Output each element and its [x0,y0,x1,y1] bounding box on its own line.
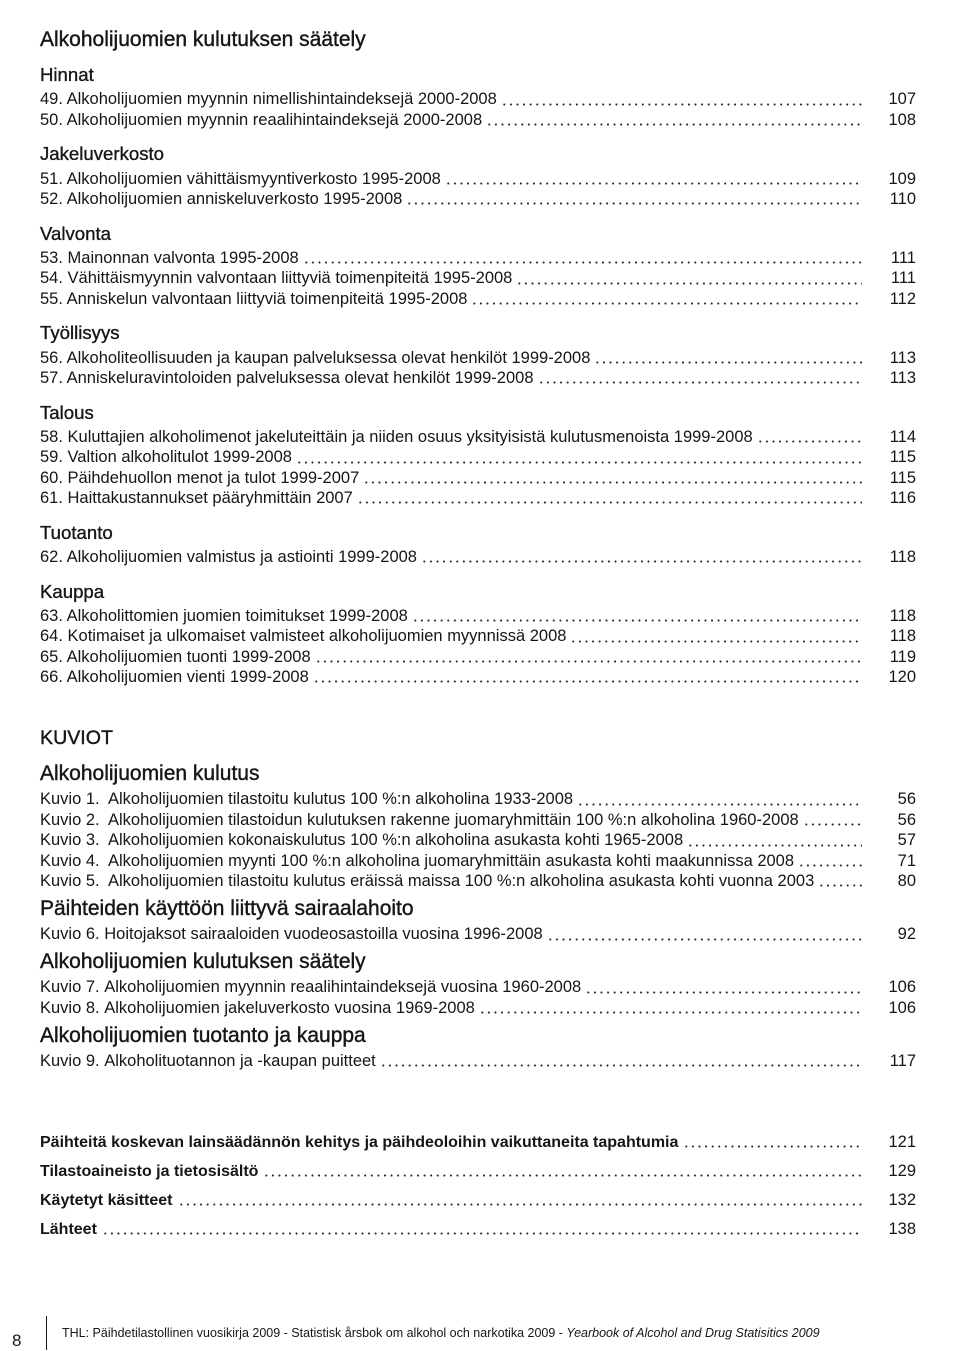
page-number: 118 [889,547,916,566]
figure-entry [40,851,916,871]
toc-entry [40,248,916,268]
footer-text: THL: Päihdetilastollinen vuosikirja 2009 - Statistisk årsbok om alkohol och narkotika 2009 - [62,1326,567,1340]
appendix-entry [40,1186,916,1215]
dot-leader [263,1157,862,1186]
toc-section-valvonta [40,224,916,309]
figure-group-sairaalahoito [40,898,916,945]
section-heading: Talous [40,401,94,423]
toc-chapter-title: Alkoholijuomien kulutuksen säätely [40,28,366,51]
figure-entry [40,810,916,830]
entry-title: 56. Alkoholiteollisuuden ja kaupan palveluksessa olevat henkilöt 1999-2008 [40,348,591,367]
dot-leader [406,189,862,209]
page-number: 71 [897,851,916,870]
toc-section-hinnat [40,65,916,130]
figure-entry [40,830,916,850]
page-number: 110 [889,190,916,209]
toc-entry [40,667,916,687]
dot-leader [570,626,862,646]
dot-leader [486,110,862,130]
page-number: 56 [897,810,916,829]
entry-title: 65. Alkoholijuomien tuonti 1999-2008 [40,647,311,666]
figure-group-kulutus [40,763,916,891]
figure-group-heading: Päihteiden käyttöön liittyvä sairaalahoito [40,896,414,920]
toc-entry [40,468,916,488]
toc-page [40,28,916,1244]
footer-divider [46,1316,47,1350]
toc-entry [40,110,916,130]
figure-entry [40,924,916,944]
appendix-title: Käytetyt käsitteet [40,1191,173,1209]
entry-title: 63. Alkoholittomien juomien toimitukset 1999-2008 [40,606,408,625]
appendix-title: Tilastoaineisto ja tietosisältö [40,1162,259,1180]
toc-entry [40,289,916,309]
figure-title: Alkoholijuomien tilastoidun kulutuksen rakenne juomaryhmittäin 100 %:n alkoholina 1960-2008 [108,810,799,829]
page-number: 80 [897,872,916,890]
page-number: 119 [889,647,916,666]
figure-title: Alkoholijuomien tilastoitu kulutus eräissä maissa 100 %:n alkoholina asukasta kohti vuonna 2003 [108,872,815,890]
page-number: 121 [888,1132,916,1151]
entry-title: 53. Mainonnan valvonta 1995-2008 [40,249,299,268]
page-number: 115 [889,468,916,487]
toc-entry [40,368,916,388]
toc-entry [40,268,916,288]
dot-leader [296,447,862,467]
figures-title: KUVIOT [40,727,113,750]
page-number: 107 [888,90,916,109]
figure-title: Hoitojaksot sairaaloiden vuodeosastoilla vuosina 1996-2008 [104,925,543,944]
figure-label: Kuvio 1. [40,790,100,809]
appendix-list [40,1128,916,1244]
figure-entry [40,977,916,997]
toc-section-kauppa [40,582,916,688]
dot-leader [757,427,862,447]
dot-leader [501,89,862,109]
figure-label: Kuvio 3. [40,831,100,850]
figure-title: Alkoholituotannon ja -kaupan puitteet [104,1051,376,1070]
page-number: 111 [890,269,916,288]
entry-title: 62. Alkoholijuomien valmistus ja astiointi 1999-2008 [40,547,417,566]
toc-entry [40,189,916,209]
figure-group-heading: Alkoholijuomien kulutus [40,762,260,786]
toc-section-tyollisyys [40,323,916,388]
toc-entry [40,348,916,368]
entry-title: 51. Alkoholijuomien vähittäismyyntiverkosto 1995-2008 [40,169,441,188]
entry-title: 50. Alkoholijuomien myynnin reaalihintaindeksejä 2000-2008 [40,110,483,129]
dot-leader [421,547,862,567]
section-heading: Valvonta [40,222,111,244]
entry-title: 49. Alkoholijuomien myynnin nimellishintaindeksejä 2000-2008 [40,90,497,109]
page-number: 111 [890,249,916,268]
page-number: 129 [888,1161,916,1180]
dot-leader [687,830,862,850]
dot-leader [412,606,862,626]
page-number: 116 [889,488,916,507]
appendix-entry [40,1157,916,1186]
figure-group-saately [40,951,916,1018]
figure-entry [40,789,916,809]
dot-leader [798,851,862,871]
dot-leader [803,810,862,830]
dot-leader [577,789,862,809]
toc-section-tuotanto [40,523,916,568]
dot-leader [315,647,862,667]
appendix-entry [40,1215,916,1244]
entry-title: 60. Päihdehuollon menot ja tulot 1999-2007 [40,468,360,487]
figure-entry [40,998,916,1018]
toc-entry [40,547,916,567]
footer-page-number: 8 [12,1331,22,1350]
page-number: 118 [889,606,916,625]
figure-label: Kuvio 2. [40,810,100,829]
toc-entry [40,488,916,508]
dot-leader [445,169,862,189]
toc-entry [40,447,916,467]
appendix-title: Päihteitä koskevan lainsäädännön kehitys ja päihdeoloihin vaikuttaneita tapahtumia [40,1133,679,1151]
page-number: 108 [888,110,916,129]
page-number: 113 [889,368,916,387]
page-number: 106 [888,998,916,1017]
figure-label: Kuvio 5. [40,872,100,890]
page-number: 109 [888,169,916,188]
dot-leader [380,1051,862,1071]
page-number: 132 [888,1190,916,1209]
figure-title: Alkoholijuomien tilastoitu kulutus 100 %:n alkoholina 1933-2008 [108,790,574,809]
figure-title: Alkoholijuomien myynti 100 %:n alkoholina juomaryhmittäin asukasta kohti maakunnissa 2008 [108,851,795,870]
entry-title: 66. Alkoholijuomien vienti 1999-2008 [40,667,309,686]
dot-leader [516,268,862,288]
page-number: 120 [888,667,916,686]
dot-leader [538,368,862,388]
page-number: 92 [897,925,916,944]
figure-entry [40,871,916,891]
toc-section-jakeluverkosto [40,144,916,209]
figure-label: Kuvio 9. [40,1051,100,1070]
page-number: 115 [889,448,916,467]
appendix-title: Lähteet [40,1220,97,1238]
dot-leader [547,924,862,944]
toc-entry [40,626,916,646]
dot-leader [585,977,862,997]
footer-text-italic: Yearbook of Alcohol and Drug Statisitics 2009 [566,1326,820,1340]
dot-leader [363,468,862,488]
page-number: 117 [889,1051,916,1070]
figure-title: Alkoholijuomien myynnin reaalihintaindeksejä vuosina 1960-2008 [104,978,582,997]
entry-title: 52. Alkoholijuomien anniskeluverkosto 1995-2008 [40,190,403,209]
figure-title: Alkoholijuomien kokonaiskulutus 100 %:n alkoholina asukasta kohti 1965-2008 [108,831,684,850]
toc-entry [40,606,916,626]
entry-title: 58. Kuluttajien alkoholimenot jakeluteittäin ja niiden osuus yksityisistä kulutusmenoista 1999-2008 [40,428,753,446]
toc-section-talous [40,403,916,509]
dot-leader [683,1128,862,1157]
dot-leader [594,348,862,368]
footer-publication [62,1325,820,1341]
figure-label: Kuvio 7. [40,978,100,997]
entry-title: 55. Anniskelun valvontaan liittyviä toimenpiteitä 1995-2008 [40,289,468,308]
figure-group-tuotanto-kauppa [40,1025,916,1072]
dot-leader [313,667,862,687]
toc-entry [40,89,916,109]
section-heading: Tuotanto [40,521,113,543]
page-number: 138 [888,1219,916,1238]
dot-leader [178,1186,863,1215]
figure-label: Kuvio 4. [40,851,100,870]
dot-leader [818,871,862,891]
section-heading: Työllisyys [40,322,120,344]
page-number: 113 [889,348,916,367]
dot-leader [479,998,862,1018]
figure-group-heading: Alkoholijuomien tuotanto ja kauppa [40,1023,366,1047]
page-number: 114 [889,428,916,446]
appendix-entry [40,1128,916,1157]
figure-group-heading: Alkoholijuomien kulutuksen säätely [40,950,366,974]
entry-title: 61. Haittakustannukset pääryhmittäin 2007 [40,488,353,507]
entry-title: 59. Valtion alkoholitulot 1999-2008 [40,448,292,467]
figure-entry [40,1051,916,1071]
dot-leader [471,289,862,309]
figure-label: Kuvio 6. [40,925,100,944]
section-heading: Jakeluverkosto [40,143,165,165]
page-number: 106 [888,978,916,997]
page-number: 56 [897,790,916,809]
entry-title: 57. Anniskeluravintoloiden palveluksessa olevat henkilöt 1999-2008 [40,368,534,387]
entry-title: 54. Vähittäismyynnin valvontaan liittyviä toimenpiteitä 1995-2008 [40,269,513,288]
figure-title: Alkoholijuomien jakeluverkosto vuosina 1969-2008 [104,998,475,1017]
toc-entry [40,427,916,447]
toc-entry [40,169,916,189]
entry-title: 64. Kotimaiset ja ulkomaiset valmisteet alkoholijuomien myynnissä 2008 [40,627,567,646]
section-heading: Kauppa [40,580,105,602]
dot-leader [357,488,862,508]
dot-leader [102,1215,862,1244]
page-number: 57 [897,831,916,850]
toc-entry [40,647,916,667]
page-number: 112 [889,289,916,308]
figure-label: Kuvio 8. [40,998,100,1017]
page-number: 118 [889,627,916,646]
section-heading: Hinnat [40,64,94,85]
dot-leader [303,248,862,268]
